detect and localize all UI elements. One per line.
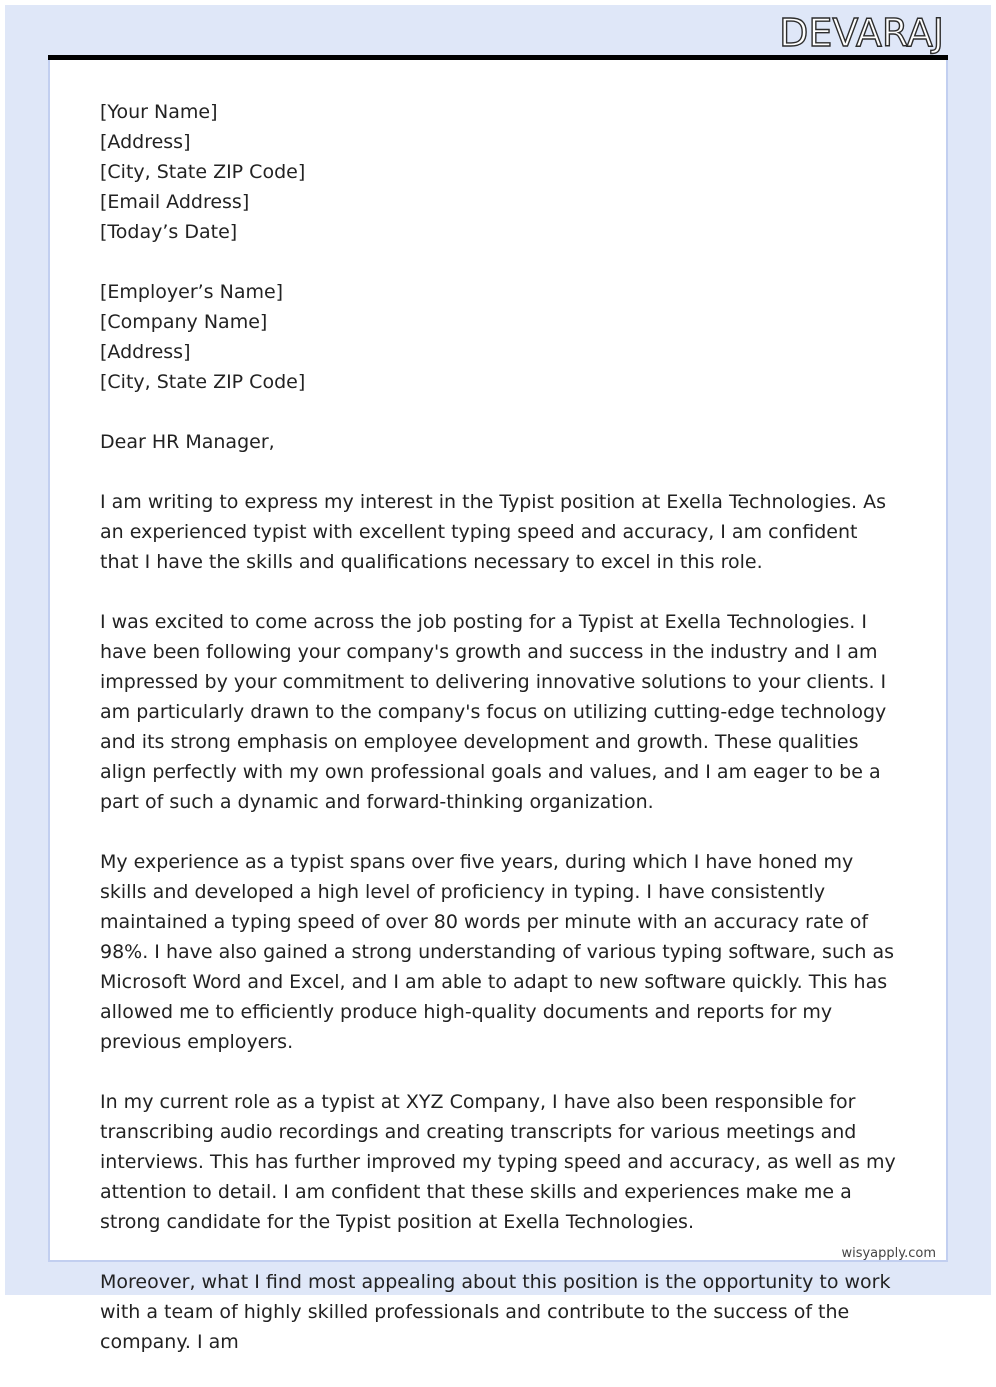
- body-paragraph: I was excited to come across the job posting for a Typist at Exella Technologies. I have been following your company's growth and success in the industry and I am impressed by your commitment to delivering innovative solutions to your clients. I am particularly drawn to the company's focus on utilizing cutting-edge technology and its strong emphasis on employee development and growth. These qualities align perfectly with my own professional goals and values, and I am eager to be a part of such a dynamic and forward-thinking organization.: [100, 611, 887, 813]
- recipient-address: [Address]: [100, 341, 191, 363]
- cover-letter: [100, 97, 900, 1387]
- brand-logo: DEVARAJ: [779, 11, 944, 55]
- sender-address: [Address]: [100, 131, 191, 153]
- sender-email: [Email Address]: [100, 191, 250, 213]
- company-name: [Company Name]: [100, 311, 268, 333]
- recipient-block: [100, 277, 900, 397]
- recipient-city: [City, State ZIP Code]: [100, 371, 306, 393]
- salutation: Dear HR Manager,: [100, 431, 275, 453]
- watermark: wisyapply.com: [841, 1246, 936, 1261]
- letter-date: [Today’s Date]: [100, 221, 238, 243]
- employer-name: [Employer’s Name]: [100, 281, 284, 303]
- body-paragraph: My experience as a typist spans over five years, during which I have honed my skills and developed a high level of proficiency in typing. I have consistently maintained a typing speed of over 80 words per minute with an accuracy rate of 98%. I have also gained a strong understanding of various typing software, such as Microsoft Word and Excel, and I am able to adapt to new software quickly. This has allowed me to efficiently produce high-quality documents and reports for my previous employers.: [100, 851, 895, 1053]
- sender-city: [City, State ZIP Code]: [100, 161, 306, 183]
- body-paragraph: I am writing to express my interest in the Typist position at Exella Technologies. As an experienced typist with excellent typing speed and accuracy, I am confident that I have the skills and qualifications necessary to excel in this role.: [100, 491, 887, 573]
- sender-block: [100, 97, 900, 247]
- sender-name: [Your Name]: [100, 101, 218, 123]
- body-paragraph: Moreover, what I find most appealing about this position is the opportunity to work with a team of highly skilled professionals and contribute to the success of the company. I am: [100, 1271, 891, 1353]
- body-paragraph: In my current role as a typist at XYZ Company, I have also been responsible for transcribing audio recordings and creating transcripts for various meetings and interviews. This has further improved my typing speed and accuracy, as well as my attention to detail. I am confident that these skills and experiences make me a strong candidate for the Typist position at Exella Technologies.: [100, 1091, 896, 1233]
